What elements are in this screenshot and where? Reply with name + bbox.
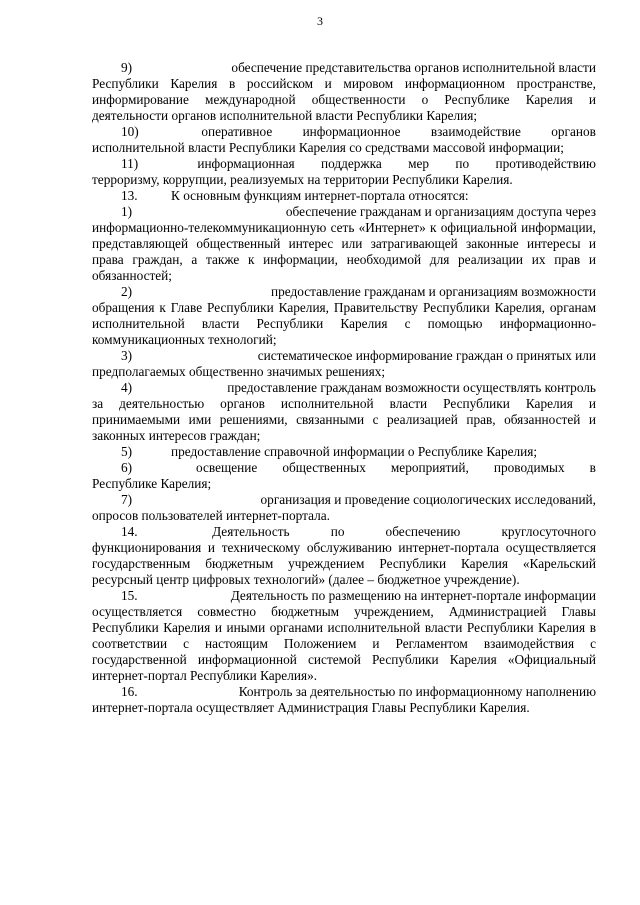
first-line-word: освещение [196, 460, 258, 475]
paragraph-first-line [92, 124, 596, 140]
paragraph [92, 124, 596, 156]
item-number: 9) [121, 60, 133, 75]
item-number: 5) [121, 444, 133, 459]
paragraph [92, 348, 596, 380]
item-number: 6) [121, 460, 133, 475]
item-number: 7) [121, 492, 133, 507]
first-line-word: по [330, 524, 345, 539]
first-line-word: мер [408, 156, 430, 171]
first-line-word: К основным функциям интернет-портала относятся: [171, 188, 469, 203]
paragraph-first-line [92, 188, 596, 204]
paragraph-first-line [92, 588, 596, 604]
paragraph-text: Республики Карелия в российском и мировом информационном пространстве, информирование международной общественности о Республике Карелия и деятельности органов исполнительной власти Республики Карелия; [92, 76, 596, 123]
first-line-word: Деятельность [212, 524, 290, 539]
first-line-word: проводимых [493, 460, 565, 475]
paragraph-text: опросов пользователей интернет-портала. [92, 508, 330, 523]
paragraph-text: терроризму, коррупции, реализуемых на территории Республики Карелия. [92, 172, 513, 187]
first-line-word: информационная [197, 156, 295, 171]
paragraph-first-line [92, 156, 596, 172]
paragraph-first-line [92, 492, 596, 508]
paragraph-first-line [92, 524, 596, 540]
first-line-word: обеспечение представительства органов исполнительной власти [231, 60, 596, 75]
first-line-word: предоставление гражданам и организациям возможности [270, 284, 596, 299]
first-line-word: в [589, 460, 596, 475]
item-number: 14. [121, 524, 138, 539]
first-line-word: обеспечение гражданам и организациям доступа через [285, 204, 596, 219]
item-number: 15. [121, 588, 138, 603]
item-number: 1) [121, 204, 133, 219]
paragraph-text: за деятельностью органов исполнительной власти Республики Карелия и принимаемыми ими решениями, связанными с реализацией прав, обязанностей и законных интересов граждан; [92, 396, 596, 443]
first-line-word: поддержка [320, 156, 382, 171]
paragraph-text: Республике Карелия; [92, 476, 212, 491]
document-body [92, 60, 596, 716]
paragraph [92, 156, 596, 188]
item-number: 2) [121, 284, 133, 299]
paragraph-first-line [92, 460, 596, 476]
first-line-word: предоставление гражданам возможности осуществлять контроль [227, 380, 596, 395]
item-number: 3) [121, 348, 133, 363]
page-number: 3 [317, 14, 323, 28]
paragraph-text: исполнительной власти Республики Карелия со средствами массовой информации; [92, 140, 564, 155]
paragraph [92, 380, 596, 444]
paragraph-first-line [92, 444, 596, 460]
paragraph-text: информационно-телекоммуникационную сеть «Интернет» к официальной информации, представляющей общественный интерес или затрагивающей законные интересы и права граждан, а также к информации, необходимой для реализации их прав и обязанностей; [92, 220, 596, 283]
paragraph-text: предполагаемых общественно значимых решениях; [92, 364, 386, 379]
first-line-word: информационное [302, 124, 401, 139]
item-number: 4) [121, 380, 133, 395]
first-line-word: взаимодействие [430, 124, 521, 139]
paragraph-first-line [92, 684, 596, 700]
paragraph [92, 444, 596, 460]
paragraph [92, 460, 596, 492]
paragraph-first-line [92, 348, 596, 364]
paragraph [92, 60, 596, 124]
paragraph-first-line [92, 204, 596, 220]
item-number: 16. [121, 684, 138, 699]
first-line-word: мероприятий, [390, 460, 469, 475]
first-line-word: органов [551, 124, 596, 139]
first-line-word: по [455, 156, 470, 171]
first-line-word: Деятельность по размещению на интернет-портале информации [230, 588, 596, 603]
paragraph [92, 588, 596, 684]
paragraph [92, 204, 596, 284]
first-line-word: обеспечению [385, 524, 461, 539]
first-line-word: организация и проведение социологических исследований, [260, 492, 596, 507]
first-line-word: противодействию [495, 156, 596, 171]
item-number: 13. [121, 188, 138, 203]
paragraph [92, 492, 596, 524]
first-line-word: общественных [282, 460, 366, 475]
first-line-word: круглосуточного [501, 524, 596, 539]
paragraph-text: обращения к Главе Республики Карелия, Правительству Республики Карелия, органам исполнительной власти Республики Карелия с помощью информационно-коммуникационных технологий; [92, 300, 596, 347]
paragraph [92, 524, 596, 588]
paragraph-first-line [92, 380, 596, 396]
paragraph [92, 188, 596, 204]
paragraph-text: осуществляется совместно бюджетным учреждением, Администрацией Главы Республики Карелия и иными органами исполнительной власти Республики Карелия в соответствии с настоящим Положением и Регламентом взаимодействия с государственной информационной системой Республики Карелия «Официальный интернет-портал Республики Карелия». [92, 604, 596, 683]
item-number: 10) [121, 124, 139, 139]
paragraph-text: интернет-портала осуществляет Администрация Главы Республики Карелия. [92, 700, 530, 715]
first-line-word: Контроль за деятельностью по информационному наполнению [238, 684, 596, 699]
item-number: 11) [121, 156, 139, 171]
paragraph [92, 284, 596, 348]
paragraph-first-line [92, 60, 596, 76]
first-line-word: предоставление справочной информации о Республике Карелия; [171, 444, 538, 459]
paragraph-first-line [92, 284, 596, 300]
first-line-word: оперативное [201, 124, 273, 139]
paragraph-text: функционирования и техническому обслуживанию интернет-портала осуществляется государственным бюджетным учреждением Республики Карелия «Карельский ресурсный центр цифровых технологий» (далее – бюджетное учреждение). [92, 540, 596, 587]
paragraph [92, 684, 596, 716]
first-line-word: систематическое информирование граждан о принятых или [257, 348, 596, 363]
